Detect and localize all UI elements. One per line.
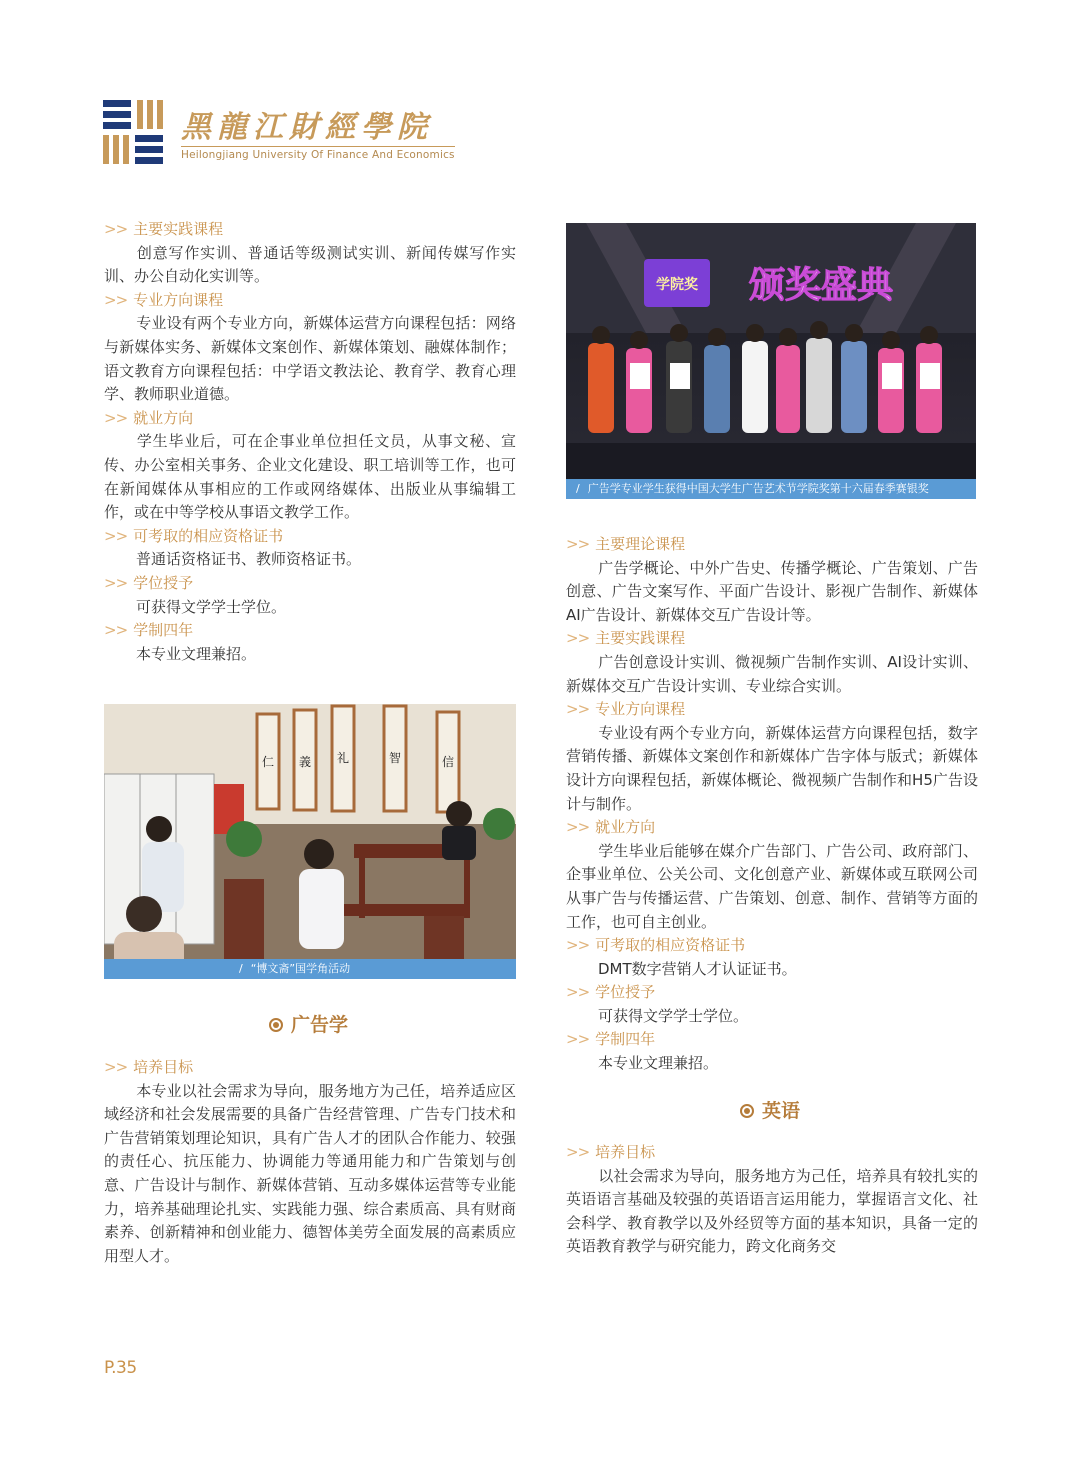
scroll-char: 礼 xyxy=(336,751,350,765)
section-text: 本专业文理兼招。 xyxy=(598,1054,719,1073)
left-column xyxy=(104,218,516,666)
section xyxy=(104,289,516,407)
section xyxy=(104,572,516,619)
section-heading: >> 主要实践课程 xyxy=(566,629,686,648)
scroll-char: 義 xyxy=(298,755,312,769)
section-text: 专业设有两个专业方向，新媒体运营方向课程包括：网络与新媒体实务、新媒体文案创作、新媒体策划、融媒体制作；语文教育方向课程包括：中学语文教法论、教育学、教育心理学、教师职业道德。 xyxy=(104,314,516,404)
section-heading: >> 主要理论课程 xyxy=(566,535,686,553)
banner-text: 颁奖盛典 xyxy=(748,265,894,306)
school-name-cn: 黑龍江財經學院 xyxy=(181,110,433,145)
section-text: 学生毕业后，可在企事业单位担任文员，从事文秘、宣传、办公室相关事务、企业文化建设、职工培训等工作，也可在新闻媒体从事相应的工作或网络媒体、出版业从事编辑工作，或在中等学校从事语文教学工作。 xyxy=(104,432,516,522)
circle-bullet-icon xyxy=(269,1018,283,1032)
scroll-char: 仁 xyxy=(261,755,275,769)
section-text: 普通话资格证书、教师资格证书。 xyxy=(136,550,362,569)
section xyxy=(566,698,978,816)
section xyxy=(104,407,516,525)
school-emblem-icon xyxy=(103,100,165,166)
section xyxy=(566,981,978,1028)
photo-caption: / “博文斋”国学角活动 xyxy=(104,959,516,979)
badge-text: 学院奖 xyxy=(656,277,698,293)
award-stage-illustration xyxy=(566,223,976,499)
section-text: 广告学概论、中外广告史、传播学概论、广告策划、广告创意、广告文案写作、平面广告设计、影视广告制作、新媒体AI广告设计、新媒体交互广告设计等。 xyxy=(566,558,978,624)
section xyxy=(566,934,978,981)
section-heading: >> 学制四年 xyxy=(566,1030,656,1049)
scroll-char: 信 xyxy=(441,755,455,769)
section xyxy=(104,619,516,666)
section-text: 本专业文理兼招。 xyxy=(136,644,257,663)
section-heading: >> 主要实践课程 xyxy=(104,220,224,238)
section-heading: >> 培养目标 xyxy=(104,1058,194,1076)
scroll-char: 智 xyxy=(388,751,402,765)
section xyxy=(566,533,978,627)
photo-calligraphy-activity xyxy=(104,704,516,979)
section-heading: >> 专业方向课程 xyxy=(104,290,224,309)
major-title-english: 英语 xyxy=(740,1096,800,1123)
right-column xyxy=(566,533,978,1076)
advertising-goal-section xyxy=(104,1056,516,1268)
section-heading: >> 专业方向课程 xyxy=(566,700,686,719)
english-goal-section xyxy=(566,1141,978,1259)
section xyxy=(566,1028,978,1075)
section-text: 广告创意设计实训、微视频广告制作实训、AI设计实训、新媒体交互广告设计实训、专业综合实训。 xyxy=(566,652,978,695)
photo-caption: / 广告学专业学生获得中国大学生广告艺术节学院奖第十六届春季赛银奖 xyxy=(566,479,976,499)
section-heading: >> 可考取的相应资格证书 xyxy=(566,936,746,955)
section-text: 可获得文学学士学位。 xyxy=(598,1006,749,1025)
section-text: DMT数字营销人才认证证书。 xyxy=(598,959,797,978)
section xyxy=(104,218,516,289)
section-heading: >> 就业方向 xyxy=(566,818,656,837)
section-heading: >> 可考取的相应资格证书 xyxy=(104,526,284,545)
section-heading: >> 培养目标 xyxy=(566,1143,656,1161)
major-title-advertising: 广告学 xyxy=(269,1010,348,1037)
section xyxy=(566,627,978,698)
section-text: 可获得文学学士学位。 xyxy=(136,597,287,616)
section xyxy=(566,816,978,934)
section-heading: >> 就业方向 xyxy=(104,408,194,427)
section-text: 专业设有两个专业方向，新媒体运营方向课程包括，数字营销传播、新媒体文案创作和新媒体广告字体与版式；新媒体设计方向课程包括，新媒体概论、微视频广告制作和H5广告设计与制作。 xyxy=(566,723,978,813)
section-heading: >> 学制四年 xyxy=(104,621,194,640)
section-text: 创意写作实训、普通话等级测试实训、新闻传媒写作实训、办公自动化实训等。 xyxy=(104,243,516,286)
section-text: 本专业以社会需求为导向，服务地方为己任，培养适应区域经济和社会发展需要的具备广告经营管理、广告专门技术和广告营销策划理论知识，具有广告人才的团队合作能力、较强的责任心、抗压能力、协调能力等通用能力和广告策划与创意、广告设计与制作、新媒体营销、互动多媒体运营等专业能力，培养基础理论扎实、实践能力强、综合素质高、具有财商素养、创新精神和创业能力、德智体美劳全面发展的高素质应用型人才。 xyxy=(104,1081,516,1265)
section-heading: >> 学位授予 xyxy=(566,983,656,1002)
circle-bullet-icon xyxy=(740,1104,754,1118)
section-heading: >> 学位授予 xyxy=(104,573,194,592)
section-text: 学生毕业后能够在媒介广告部门、广告公司、政府部门、企事业单位、公关公司、文化创意产业、新媒体或互联网公司从事广告与传播运营、广告策划、创意、制作、营销等方面的工作，也可自主创业。 xyxy=(566,841,978,931)
section xyxy=(104,525,516,572)
photo-award-ceremony xyxy=(566,223,976,499)
section-text: 以社会需求为导向，服务地方为己任，培养具有较扎实的英语语言基础及较强的英语语言运用能力，掌握语言文化、社会科学、教育教学以及外经贸等方面的基本知识，具备一定的英语教育教学与研究能力，跨文化商务交 xyxy=(566,1166,978,1256)
page-number: P.35 xyxy=(104,1358,137,1378)
calligraphy-room-illustration xyxy=(104,704,516,979)
school-name-en: Heilongjiang University Of Finance And Economics xyxy=(181,146,455,161)
